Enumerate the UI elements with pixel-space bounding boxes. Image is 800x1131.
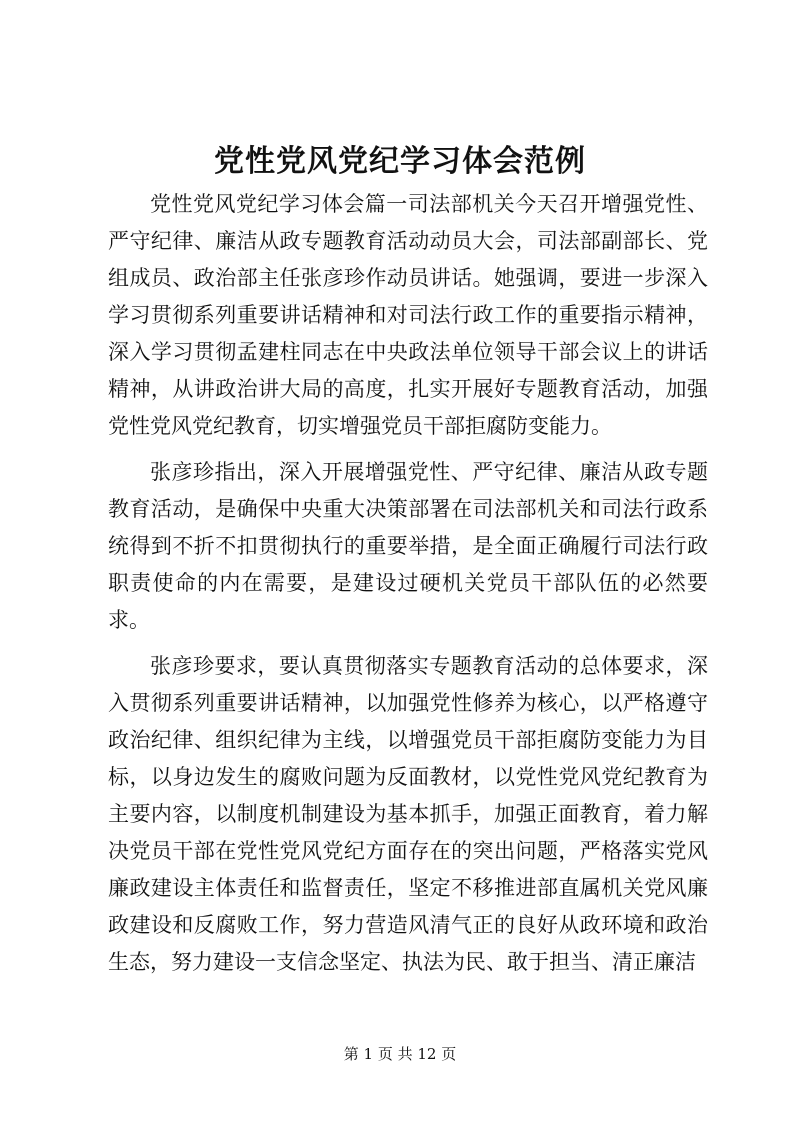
paragraph: 张彦珍指出，深入开展增强党性、严守纪律、廉洁从政专题教育活动，是确保中央重大决策部署在司法部机关和司法行政系统得到不折不扣贯彻执行的重要举措，是全面正确履行司法行政职责使命的内在需要，是建设过硬机关党员干部队伍的必然要求。	[108, 460, 708, 632]
paragraph: 张彦珍要求，要认真贯彻落实专题教育活动的总体要求，深入贯彻系列重要讲话精神，以加强党性修养为核心，以严格遵守政治纪律、组织纪律为主线，以增强党员干部拒腐防变能力为目标，以身边发生的腐败问题为反面教材，以党性党风党纪教育为主要内容，以制度机制建设为基本抓手，加强正面教育，着力解决党员干部在党性党风党纪方面存在的突出问题，严格落实党风廉政建设主体责任和监督责任，坚定不移推进部直属机关党风廉政建设和反腐败工作，努力营造风清气正的良好从政环境和政治生态，努力建设一支信念坚定、执法为民、敢于担当、清正廉洁	[108, 654, 708, 974]
document-body	[108, 186, 708, 990]
paragraph: 党性党风党纪学习体会篇一司法部机关今天召开增强党性、严守纪律、廉洁从政专题教育活动动员大会，司法部副部长、党组成员、政治部主任张彦珍作动员讲话。她强调，要进一步深入学习贯彻系列重要讲话精神和对司法行政工作的重要指示精神，深入学习贯彻孟建柱同志在中央政法单位领导干部会议上的讲话精神，从讲政治讲大局的高度，扎实开展好专题教育活动，加强党性党风党纪教育，切实增强党员干部拒腐防变能力。	[108, 192, 708, 438]
document-title: 党性党风党纪学习体会范例	[214, 144, 586, 179]
page-footer: 第 1 页 共 12 页	[343, 1045, 457, 1063]
